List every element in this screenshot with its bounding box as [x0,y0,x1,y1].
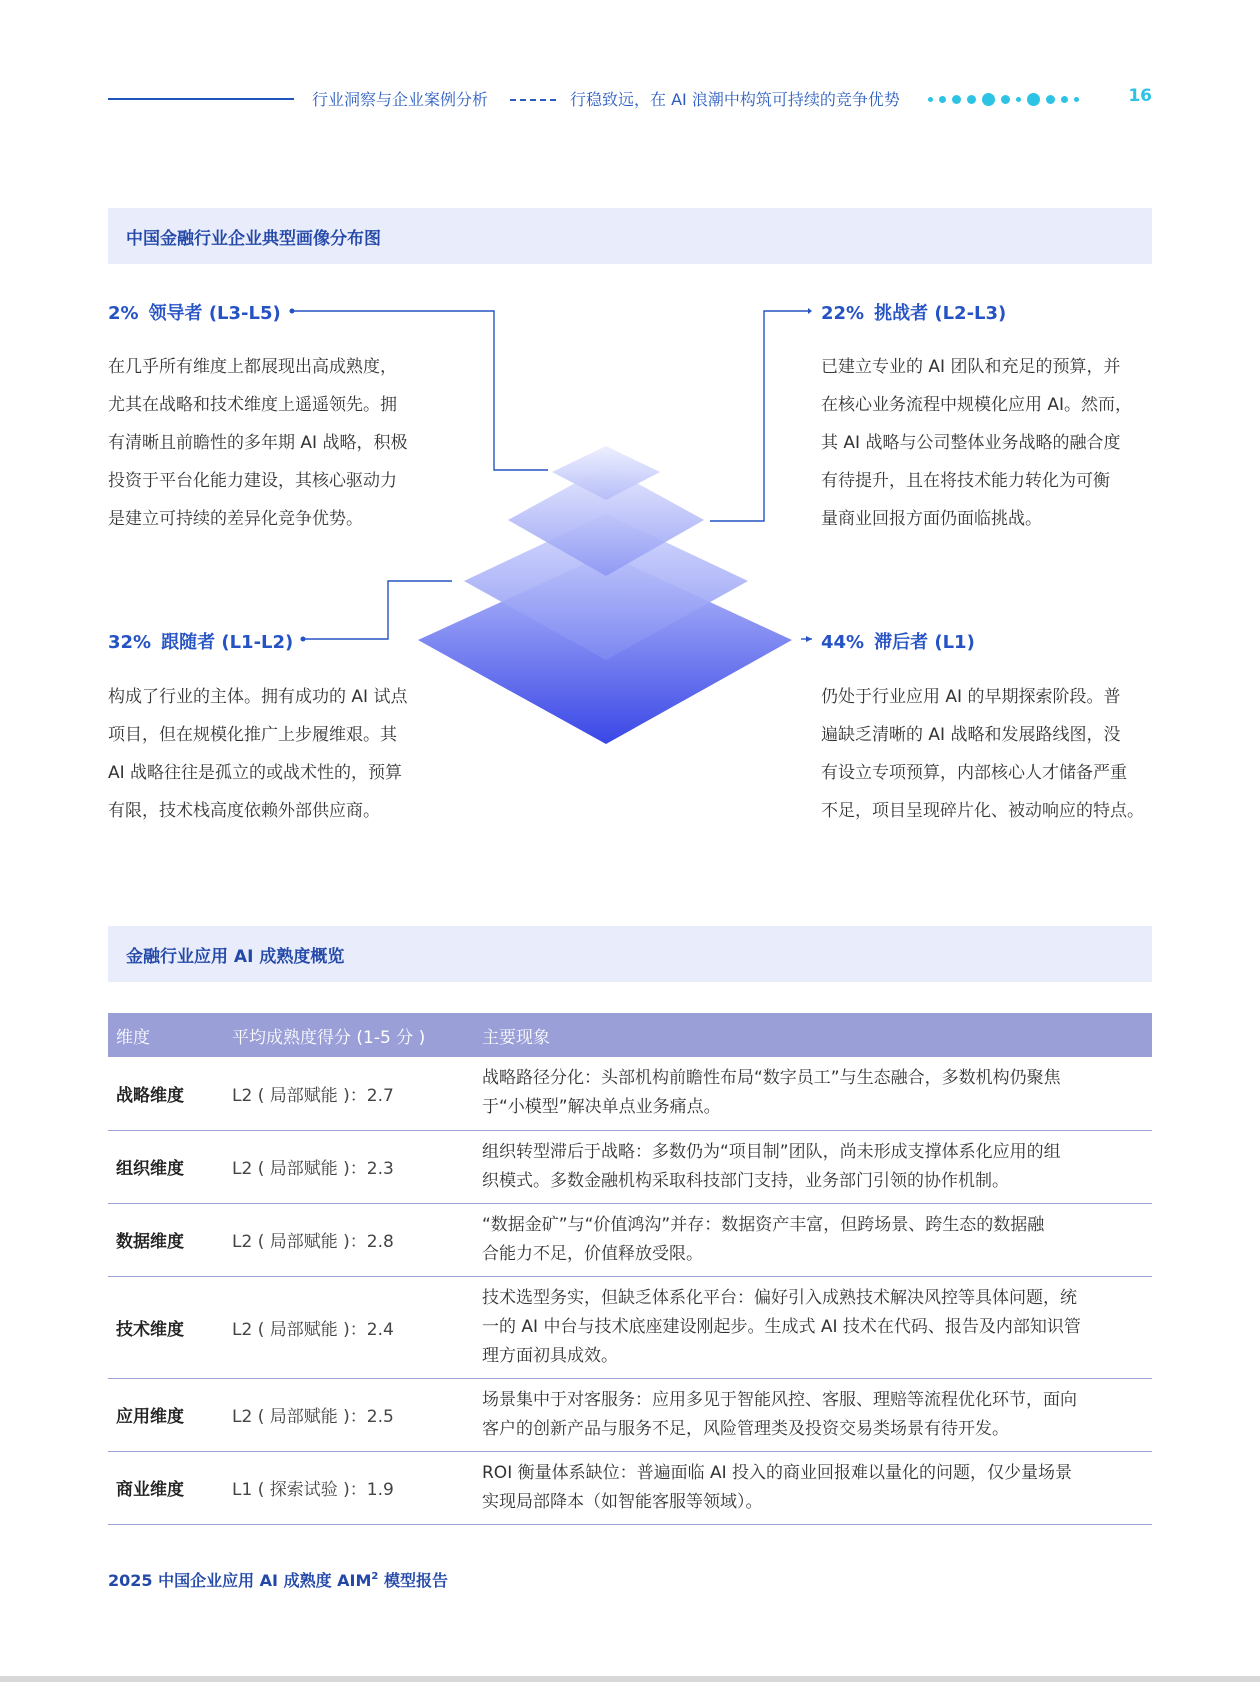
header-section-title: 行业洞察与企业案例分析 [312,90,489,109]
col-header-score: 平均成熟度得分 (1-5 分 ) [224,1013,474,1057]
report-footer-title: 2025 中国企业应用 AI 成熟度 AIM$^2$ 模型报告 [108,1571,448,1590]
distribution-section-title: 中国金融行业企业典型画像分布图 [126,229,381,249]
follower-connector-line [303,581,452,639]
row-phenomenon: 组织转型滞后于战略：多数仍为“项目制”团队，尚未形成支撑体系化应用的组 织模式。多数金融机构采取科技部门支持，业务部门引领的协作机制。 [474,1130,1152,1203]
follower-profile-title: 32% 跟随者 (L1-L2) [108,632,294,653]
table-row [108,1451,1152,1524]
row-phenomenon: ROI 衡量体系缺位：普遍面临 AI 投入的商业回报难以量化的问题，仅少量场景 实现局部降本（如智能客服等领域）。 [474,1451,1152,1524]
follower-profile-description: 构成了行业的主体。拥有成功的 AI 试点 项目，但在规模化推广上步履维艰。其 AI 战略往往是孤立的或战术性的，预算 有限，技术栈高度依赖外部供应商。 [108,687,408,821]
row-score: L1 ( 探索试验 )：1.9 [224,1451,474,1524]
leader-profile-description: 在几乎所有维度上都展现出高成熟度， 尤其在战略和技术维度上遥遥领先。拥 有清晰且前瞻性的多年期 AI 战略，积极 投资于平台化能力建设，其核心驱动力 是建立可持续的差异化竞争优势。 [108,357,408,529]
table-row [108,1130,1152,1203]
row-phenomenon: 战略路径分化：头部机构前瞻性布局“数字员工”与生态融合，多数机构仍聚焦 于“小模型”解决单点业务痛点。 [474,1057,1152,1130]
table-row [108,1378,1152,1451]
row-score: L2 ( 局部赋能 )：2.4 [224,1276,474,1378]
table-row [108,1057,1152,1130]
header-chapter-title: 行稳致远，在 AI 浪潮中构筑可持续的竞争优势 [570,90,900,109]
row-dimension: 战略维度 [108,1057,224,1130]
col-header-phenomenon: 主要现象 [474,1013,1152,1057]
table-row [108,1276,1152,1378]
leader-profile-title: 2% 领导者 (L3-L5) [108,303,281,324]
maturity-table [108,1013,1152,1525]
laggard-profile-description: 仍处于行业应用 AI 的早期探索阶段。普 遍缺乏清晰的 AI 战略和发展路线图，没 有设立专项预算，内部核心人才储备严重 不足，项目呈现碎片化、被动响应的特点。 [821,687,1144,821]
row-score: L2 ( 局部赋能 )：2.3 [224,1130,474,1203]
row-dimension: 应用维度 [108,1378,224,1451]
row-dimension: 数据维度 [108,1203,224,1276]
row-score: L2 ( 局部赋能 )：2.7 [224,1057,474,1130]
row-score: L2 ( 局部赋能 )：2.5 [224,1378,474,1451]
row-score: L2 ( 局部赋能 )：2.8 [224,1203,474,1276]
maturity-section-band [108,926,1152,982]
page-number: 16 [1128,86,1152,106]
laggard-profile-title: 44% 滞后者 (L1) [821,632,975,653]
row-dimension: 组织维度 [108,1130,224,1203]
table-header-row [108,1013,1152,1057]
table-row [108,1203,1152,1276]
page-bottom-edge [0,1676,1260,1682]
row-dimension: 商业维度 [108,1451,224,1524]
row-phenomenon: 场景集中于对客服务：应用多见于智能风控、客服、理赔等流程优化环节，面向 客户的创新产品与服务不足，风险管理类及投资交易类场景有待开发。 [474,1378,1152,1451]
row-phenomenon: 技术选型务实，但缺乏体系化平台：偏好引入成熟技术解决风控等具体问题，统 一的 AI 中台与技术底座建设刚起步。生成式 AI 技术在代码、报告及内部知识管 理方面初具成效。 [474,1276,1152,1378]
col-header-dimension: 维度 [108,1013,224,1057]
challenger-profile-title: 22% 挑战者 (L2-L3) [821,303,1007,324]
challenger-profile-description: 已建立专业的 AI 团队和充足的预算，并 在核心业务流程中规模化应用 AI。然而， 其 AI 战略与公司整体业务战略的融合度 有待提升，且在将技术能力转化为可衡 量商业回报方面仍面临挑战。 [821,357,1133,529]
row-dimension: 技术维度 [108,1276,224,1378]
maturity-section-title: 金融行业应用 AI 成熟度概览 [126,947,345,967]
challenger-connector-line [710,311,808,521]
row-phenomenon: “数据金矿”与“价值鸿沟”并存：数据资产丰富，但跨场景、跨生态的数据融 合能力不足，价值释放受限。 [474,1203,1152,1276]
